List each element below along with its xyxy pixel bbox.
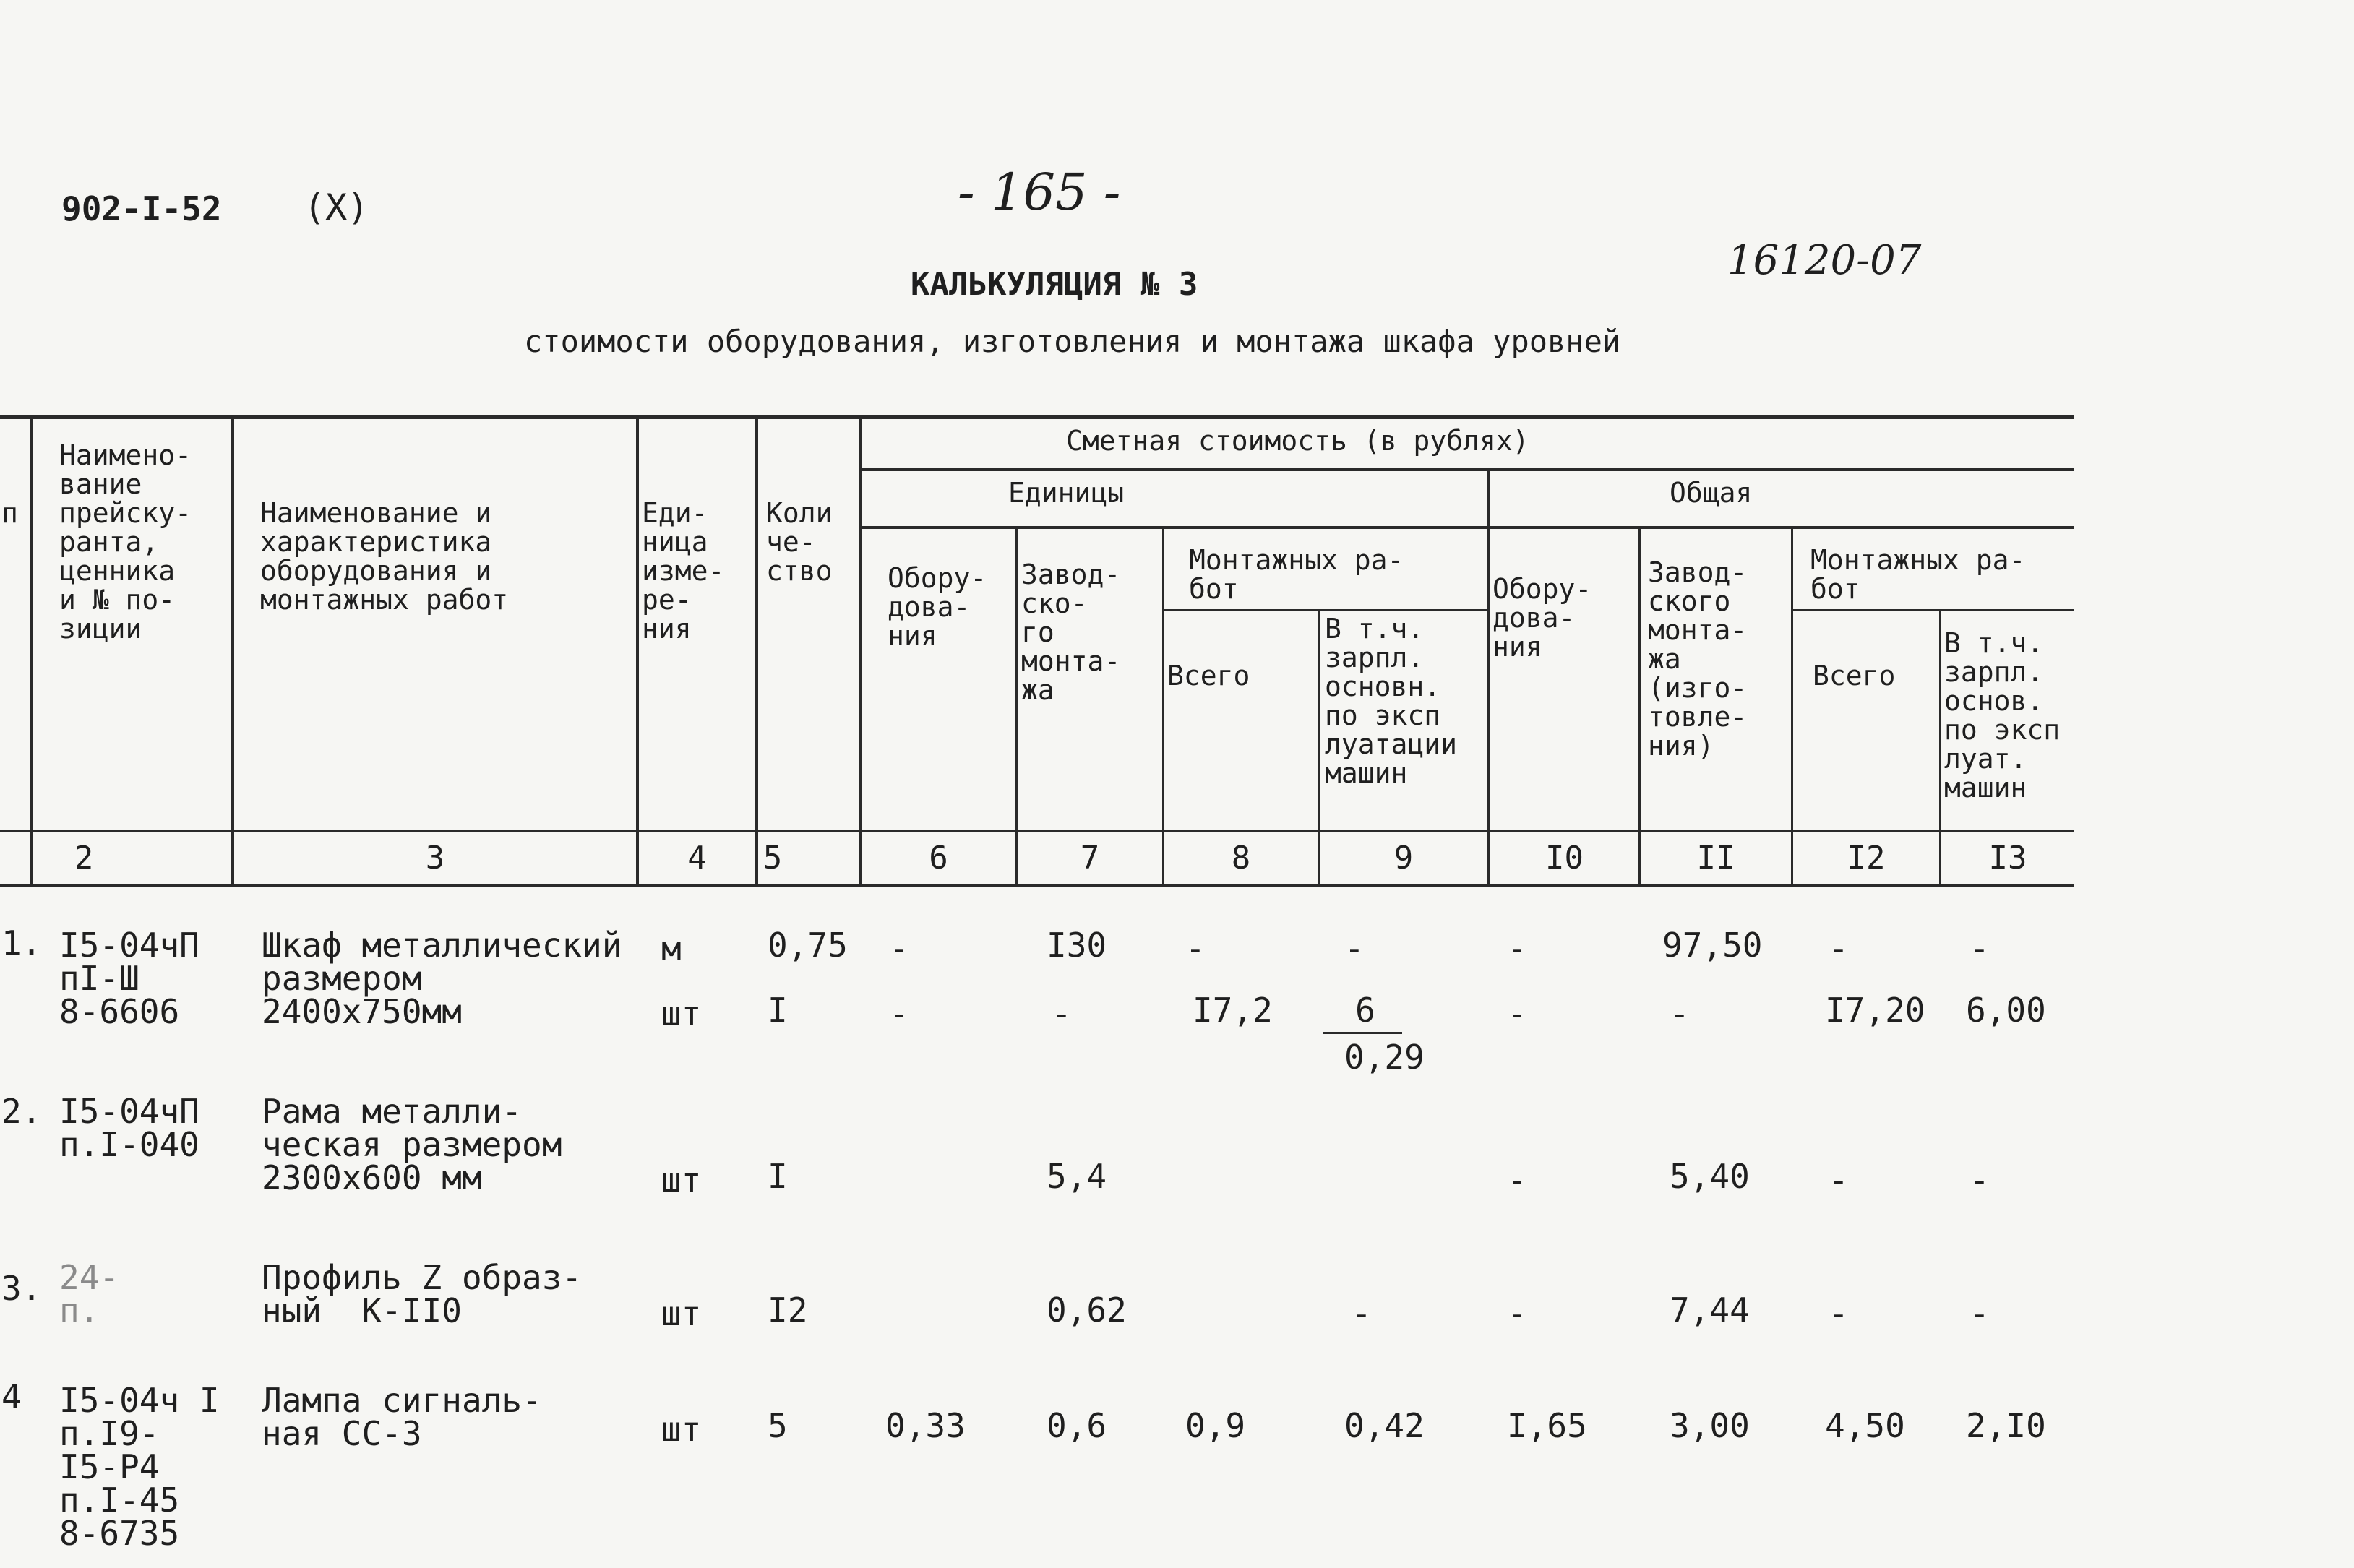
- col-divider: [859, 418, 862, 886]
- col-divider: [1162, 527, 1164, 886]
- quantity: I: [768, 1157, 788, 1196]
- row-number: 3.: [1, 1269, 42, 1308]
- col-divider: [1487, 470, 1490, 886]
- header-total: Общая: [1670, 477, 1753, 509]
- price-list-code: I5-04ч I п.I9- I5-P4 п.I-45 8-6735: [59, 1381, 220, 1553]
- quantity: 5: [768, 1406, 788, 1445]
- header-unit: Единицы: [1008, 477, 1125, 509]
- unit: шт: [661, 1160, 702, 1199]
- col-number: I0: [1545, 840, 1584, 876]
- cost-equipment-total: I,65: [1507, 1406, 1587, 1445]
- price-list-code: I5-04чП п.I-040: [59, 1092, 199, 1164]
- column-numbers-bottom: [0, 884, 2074, 887]
- col-number: 5: [763, 840, 783, 876]
- col-number: 7: [1080, 840, 1100, 876]
- col-divider: [1015, 527, 1018, 886]
- col-number: 9: [1393, 840, 1414, 876]
- cost-equipment-total: -: [1507, 1160, 1527, 1199]
- document-title: КАЛЬКУЛЯЦИЯ № 3: [911, 266, 1198, 303]
- column-numbers-top: [0, 830, 2074, 832]
- row-number: 2.: [1, 1092, 42, 1131]
- cost-mount-total: I7,20: [1825, 991, 1925, 1030]
- item-name: Шкаф металлический размером 2400х750мм: [262, 926, 622, 1031]
- table-top-border: [0, 415, 2074, 419]
- col-number: II: [1696, 840, 1735, 876]
- mount-unit-divider: [1164, 609, 1489, 611]
- header-col-8: Всего: [1167, 660, 1250, 692]
- price-list-code: 24- п.: [59, 1258, 120, 1330]
- quantity: I2: [768, 1291, 808, 1330]
- cost-factory-unit: 0,6: [1047, 1406, 1107, 1445]
- cost-wage-total: -: [1969, 929, 1990, 968]
- cost-factory-total: 5,40: [1670, 1157, 1750, 1196]
- col-number: 8: [1231, 840, 1251, 876]
- col-divider: [755, 418, 758, 886]
- cost-equipment-unit: -: [889, 994, 909, 1033]
- cost-wage-unit: 0,42: [1344, 1406, 1425, 1445]
- col-number: 6: [929, 840, 948, 876]
- item-name: Рама металли- ческая размером 2300х600 мм: [262, 1092, 562, 1197]
- document-subtitle: стоимости оборудования, изготовления и монтажа шкафа уровней: [524, 324, 1621, 359]
- col-divider: [636, 418, 639, 886]
- cost-factory-unit: 5,4: [1047, 1157, 1107, 1196]
- cost-factory-unit: 0,62: [1047, 1291, 1127, 1330]
- header-col-5: Коли че- ство: [766, 497, 833, 587]
- unit: шт: [661, 994, 702, 1033]
- header-col-2: Наимено- вание прейску- ранта, ценника и № по- зиции: [59, 439, 192, 645]
- item-name: Профиль Z образ- ный К-II0: [262, 1258, 583, 1330]
- fraction-line: [1323, 1032, 1402, 1034]
- subgroup-header-divider: [860, 526, 2074, 529]
- header-col-6: Обору- дова- ния: [888, 562, 987, 652]
- quantity: 0,75: [768, 926, 848, 965]
- row-number: 1.: [1, 923, 42, 962]
- header-col-11: Завод- ского монта- жа (изго- товле- ния): [1648, 556, 1748, 762]
- header-mount-total: Монтажных ра- бот: [1810, 544, 2026, 605]
- cost-equipment-unit: -: [889, 929, 909, 968]
- group-header-divider: [860, 468, 2074, 471]
- unit: шт: [661, 1294, 702, 1333]
- cost-mount-total: -: [1829, 929, 1849, 968]
- header-col-13: В т.ч. зарпл. основ. по эксп луат. машин: [1944, 627, 2061, 804]
- header-col-9: В т.ч. зарпл. основн. по эксп луатации машин: [1325, 613, 1458, 789]
- header-col-10: Обору- дова- ния: [1492, 573, 1592, 663]
- col-divider: [231, 418, 234, 886]
- cost-equipment-unit: 0,33: [885, 1406, 966, 1445]
- cost-wage-total: -: [1969, 1160, 1990, 1199]
- cost-wage-total: 6,00: [1966, 991, 2046, 1030]
- cost-wage-unit: 6: [1355, 991, 1375, 1030]
- cost-equipment-total: -: [1507, 994, 1527, 1033]
- header-group: Сметная стоимость (в рублях): [1066, 425, 1529, 457]
- cost-mount-unit: -: [1185, 929, 1206, 968]
- cost-wage-total: 2,I0: [1966, 1406, 2046, 1445]
- page-number: - 165 -: [958, 163, 1121, 222]
- header-col-12: Всего: [1813, 660, 1896, 692]
- col-number: 3: [425, 840, 445, 876]
- header-col-3: Наименование и характеристика оборудования и монтажных работ: [260, 497, 509, 616]
- cost-factory-total: 7,44: [1670, 1291, 1750, 1330]
- header-col-1: п: [1, 497, 18, 529]
- header-mount-unit: Монтажных ра- бот: [1189, 544, 1404, 605]
- cost-equipment-total: -: [1507, 929, 1527, 968]
- col-divider: [1638, 527, 1641, 886]
- col-divider: [30, 418, 33, 886]
- unit: шт: [661, 1410, 702, 1449]
- document-mark: (X): [304, 186, 369, 228]
- cost-factory-total: 3,00: [1670, 1406, 1750, 1445]
- mount-total-divider: [1792, 609, 2074, 611]
- cost-mount-unit: I7,2: [1193, 991, 1273, 1030]
- cost-wage-total: -: [1969, 1294, 1990, 1333]
- archive-number: 16120-07: [1727, 237, 1922, 284]
- col-number: 4: [687, 840, 707, 876]
- cost-mount-total: 4,50: [1825, 1406, 1905, 1445]
- cost-factory-unit: I30: [1047, 926, 1107, 965]
- header-col-4: Еди- ница изме- ре- ния: [642, 497, 725, 645]
- cost-factory-total: -: [1670, 994, 1690, 1033]
- cost-equipment-total: -: [1507, 1294, 1527, 1333]
- col-divider: [1791, 527, 1793, 886]
- cost-wage-unit-denominator: 0,29: [1344, 1038, 1425, 1077]
- quantity: I: [768, 991, 788, 1030]
- cost-factory-total: 97,50: [1662, 926, 1763, 965]
- cost-wage-unit: -: [1344, 929, 1365, 968]
- row-number: 4: [1, 1377, 22, 1416]
- header-col-7: Завод- ско- го монта- жа: [1021, 559, 1121, 706]
- col-number: I2: [1847, 840, 1886, 876]
- col-number: I3: [1988, 840, 2027, 876]
- cost-factory-unit: -: [1052, 994, 1072, 1033]
- item-name: Лампа сигналь- ная СС-3: [262, 1381, 542, 1453]
- price-list-code: I5-04чП пI-Ш 8-6606: [59, 926, 199, 1031]
- unit: м: [661, 929, 682, 968]
- cost-wage-unit: -: [1352, 1294, 1372, 1333]
- document-number: 902-I-52: [61, 189, 222, 228]
- cost-mount-total: -: [1829, 1160, 1849, 1199]
- col-number: 2: [74, 840, 94, 876]
- cost-mount-unit: 0,9: [1185, 1406, 1246, 1445]
- cost-mount-total: -: [1829, 1294, 1849, 1333]
